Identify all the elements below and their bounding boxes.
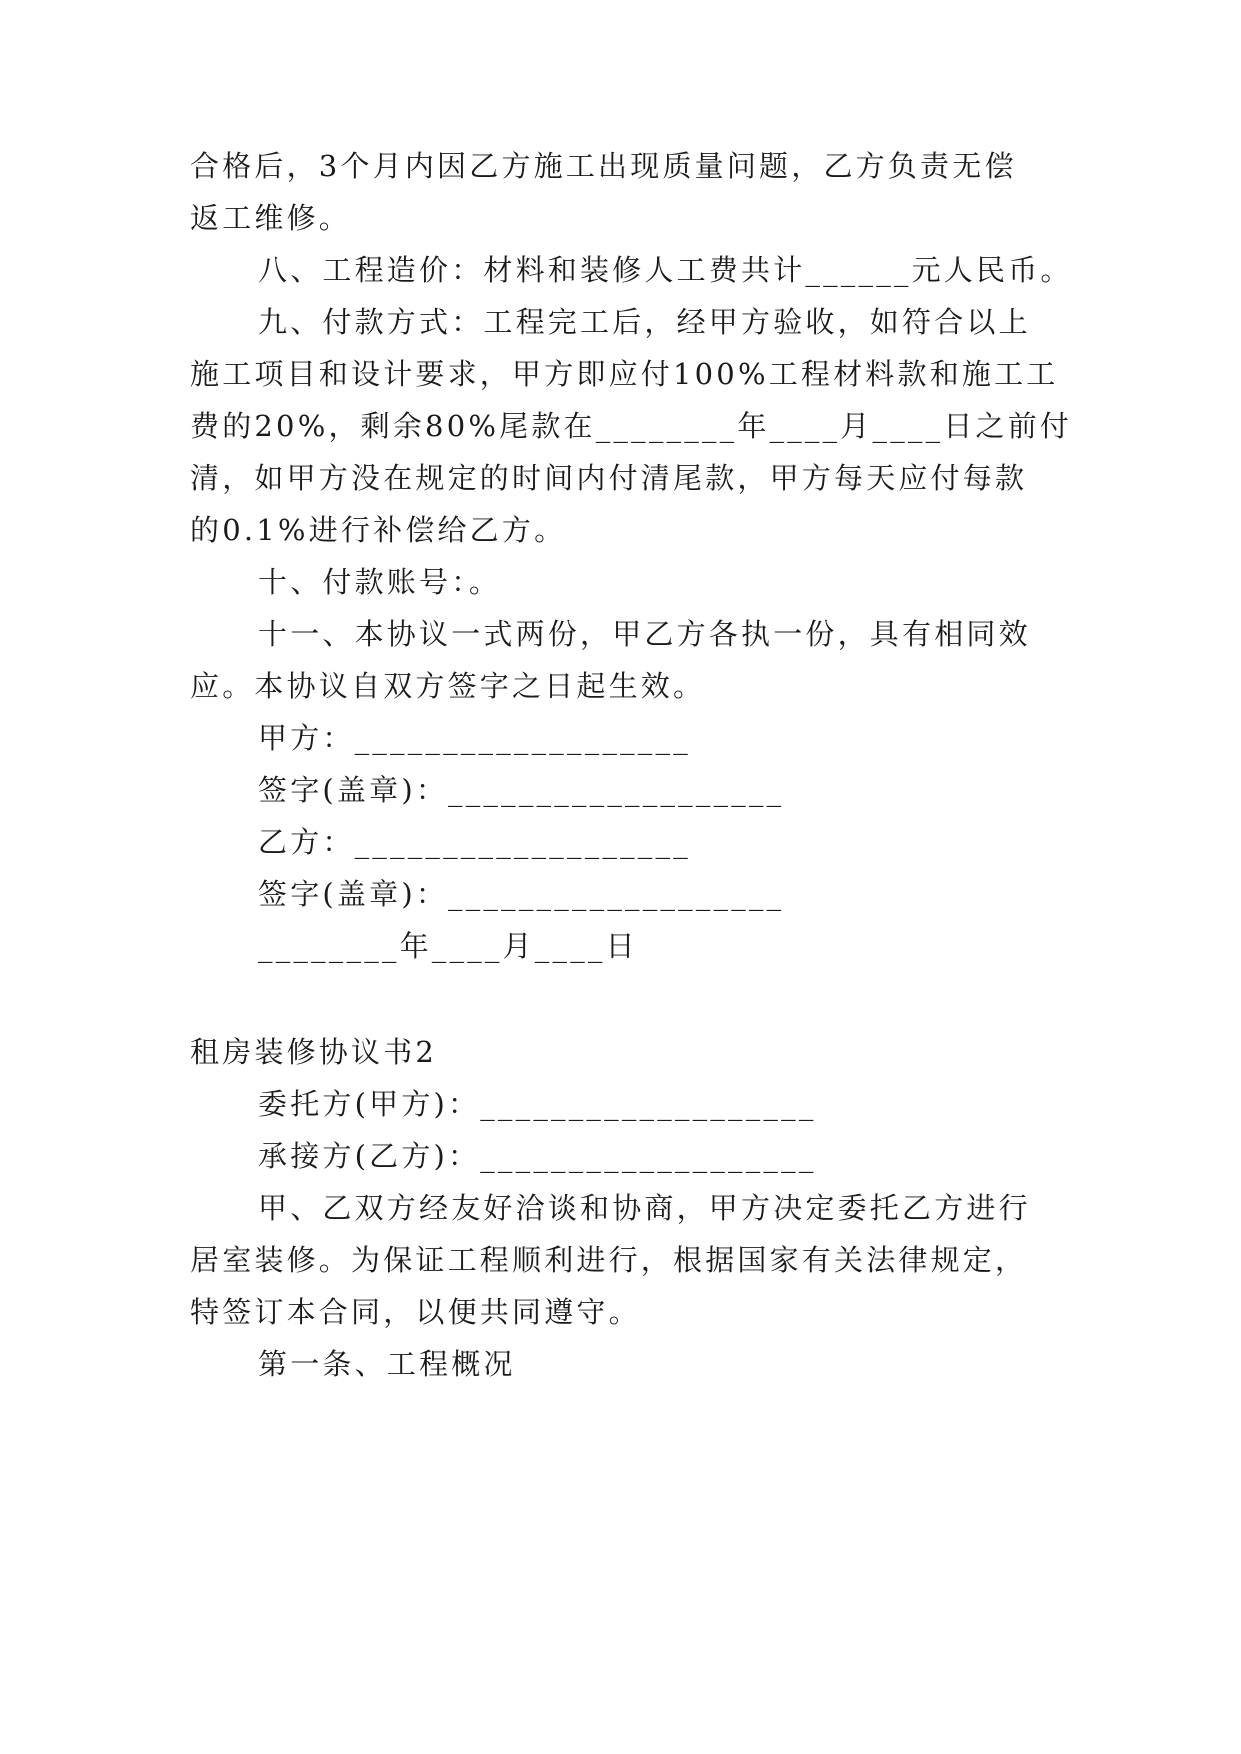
date-field: ________年____月____日 [258,929,638,963]
clause-8-line: 八、工程造价：材料和装修人工费共计______元人民币。 [258,253,1073,287]
clause-11-line: 十一、本协议一式两份，甲乙方各执一份，具有相同效 [258,617,1031,651]
paragraph-line: 施工项目和设计要求，甲方即应付100%工程材料款和施工工 [190,357,1059,391]
client-field: 委托方(甲方)：___________________ [258,1087,817,1121]
paragraph-line: 返工维修。 [190,201,352,235]
paragraph-line: 特签订本合同，以便共同遵守。 [190,1295,641,1329]
paragraph-line: 的0.1%进行补偿给乙方。 [190,513,567,547]
article-1-heading: 第一条、工程概况 [258,1347,516,1381]
paragraph-line: 居室装修。为保证工程顺利进行，根据国家有关法律规定， [190,1243,1028,1277]
paragraph-line: 应。本协议自双方签字之日起生效。 [190,669,706,703]
party-b-field: 乙方：___________________ [258,825,691,859]
party-b-signature-field: 签字(盖章)：___________________ [258,877,785,911]
paragraph-line: 清，如甲方没在规定的时间内付清尾款，甲方每天应付每款 [190,461,1028,495]
party-a-signature-field: 签字(盖章)：___________________ [258,773,785,807]
party-a-field: 甲方：___________________ [258,721,691,755]
contractor-field: 承接方(乙方)：___________________ [258,1139,817,1173]
paragraph-line: 合格后，3个月内因乙方施工出现质量问题，乙方负责无偿 [190,149,1017,183]
clause-9-line: 九、付款方式：工程完工后，经甲方验收，如符合以上 [258,305,1031,339]
paragraph-line: 费的20%，剩余80%尾款在________年____月____日之前付 [190,409,1073,443]
section-title: 租房装修协议书2 [190,1035,438,1069]
clause-10-line: 十、付款账号：。 [258,565,502,599]
preamble-line: 甲、乙双方经友好洽谈和协商，甲方决定委托乙方进行 [258,1191,1031,1225]
